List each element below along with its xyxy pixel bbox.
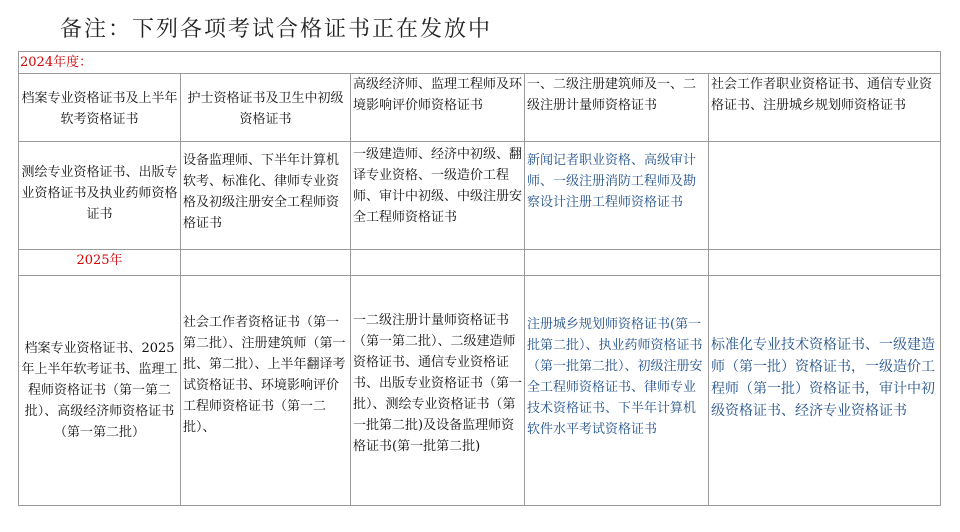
table-cell: 护士资格证书及卫生中初级资格证书 [181,74,351,142]
table-cell: 一、二级注册建筑师及一、二级注册计量师资格证书 [525,74,709,142]
table-cell: 社会工作者资格证书（第一第二批）、注册建筑师（第一批、第二批）、上半年翻译考试资格证书、环境影响评价工程师资格证书（第一二批）、 [181,276,351,506]
table-cell: 档案专业资格证书、2025年上半年软考证书、监理工程师资格证书（第一第二批）、高级经济师资格证书（第一第二批） [19,276,181,506]
certificate-table [18,51,941,506]
table-row [19,276,941,506]
table-cell [709,142,941,250]
table-cell: 注册城乡规划师资格证书(第一批第二批）、执业药师资格证书（第一批第二批）、初级注册安全工程师资格证书、律师专业技术资格证书、下半年计算机软件水平考试资格证书 [525,276,709,506]
year-2025-label: 2025年 [19,250,181,276]
table-row [19,250,941,276]
table-cell [525,250,709,276]
note-title: 备注：下列各项考试合格证书正在发放中 [60,17,493,42]
table-cell: 高级经济师、监理工程师及环境影响评价师资格证书 [351,74,525,142]
year-2024-label: 2024年度： [19,52,941,74]
table-cell: 一级建造师、经济中初级、翻译专业资格、一级造价工程师、审计中初级、中级注册安全工程师资格证书 [351,142,525,250]
table-cell [181,250,351,276]
table-row [19,74,941,142]
table-cell: 一二级注册计量师资格证书（第一第二批）、二级建造师资格证书、通信专业资格证书、出版专业资格证书（第一批）、测绘专业资格证书（第一批第二批)及设备监理师资格证书(第一批第二批) [351,276,525,506]
table-cell: 设备监理师、下半年计算机软考、标准化、律师专业资格及初级注册安全工程师资格证书 [181,142,351,250]
table-row [19,52,941,74]
table-cell: 新闻记者职业资格、高级审计师、一级注册消防工程师及勘察设计注册工程师资格证书 [525,142,709,250]
table-cell: 档案专业资格证书及上半年软考资格证书 [19,74,181,142]
table-cell: 测绘专业资格证书、出版专业资格证书及执业药师资格证书 [19,142,181,250]
table-cell [709,250,941,276]
table-cell [351,250,525,276]
table-cell: 社会工作者职业资格证书、通信专业资格证书、注册城乡规划师资格证书 [709,74,941,142]
table-row [19,142,941,250]
table-cell: 标准化专业技术资格证书、一级建造师（第一批）资格证书，一级造价工程师（第一批）资格证书，审计中初级资格证书、经济专业资格证书 [709,276,941,506]
